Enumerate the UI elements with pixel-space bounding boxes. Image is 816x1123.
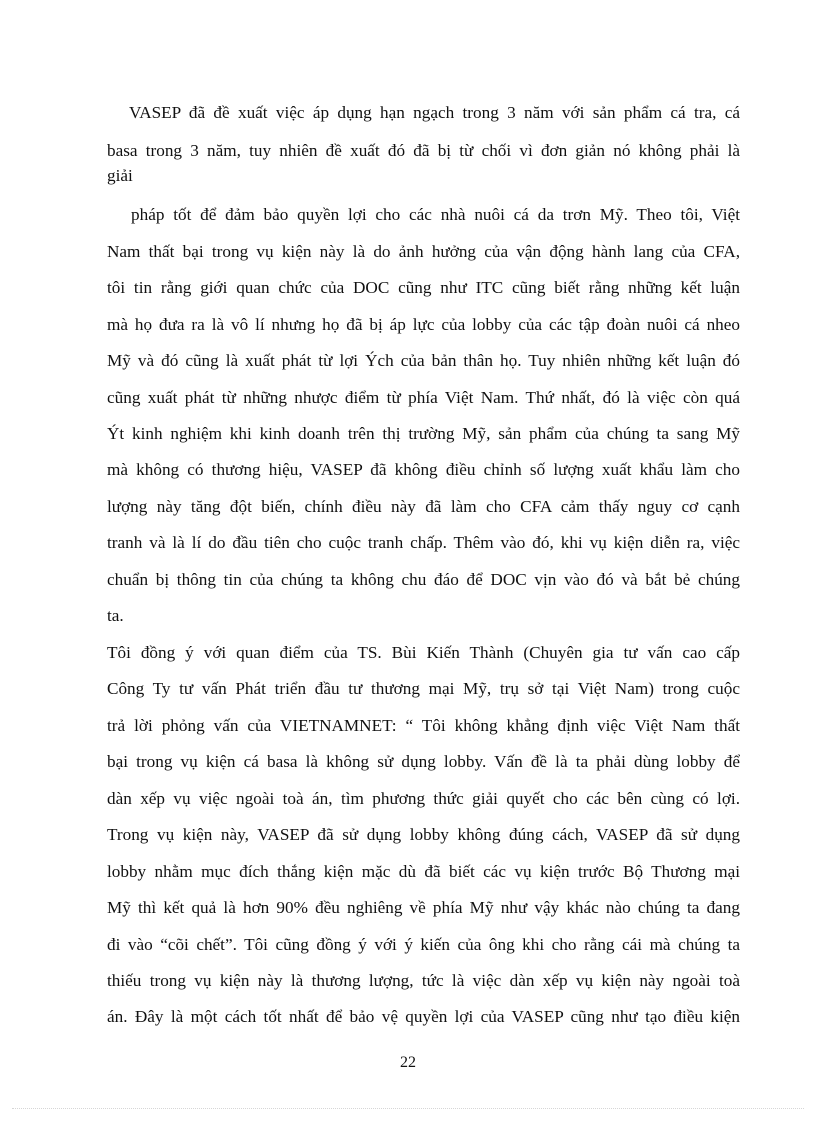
text-line: basa trong 3 năm, tuy nhiên đề xuất đó đã bị từ chối vì đơn giản nó không phải là xyxy=(107,141,740,160)
text-line: Ýt kinh nghiệm khi kinh doanh trên thị trường Mỹ, sản phẩm của chúng ta sang Mỹ xyxy=(107,424,740,443)
text-line: mà không có thương hiệu, VASEP đã không điều chỉnh số lượng xuất khẩu làm cho xyxy=(107,460,740,479)
text-line: tranh và là lí do đầu tiên cho cuộc tranh chấp. Thêm vào đó, khi vụ kiện diễn ra, việc xyxy=(107,533,740,552)
text-line: tôi tin rằng giới quan chức của DOC cũng như ITC cũng biết rằng những kết luận xyxy=(107,278,740,297)
text-line: Mỹ thì kết quả là hơn 90% đều nghiêng về phía Mỹ như vậy khác nào chúng ta đang xyxy=(107,898,740,917)
text-line: đi vào “cõi chết”. Tôi cũng đồng ý với ý kiến của ông khi cho rằng cái mà chúng ta xyxy=(107,935,740,954)
text-line: giải xyxy=(107,166,133,185)
text-line: dàn xếp vụ việc ngoài toà án, tìm phương thức giải quyết cho các bên cùng có lợi. xyxy=(107,789,740,808)
text-line: VASEP đã đề xuất việc áp dụng hạn ngạch trong 3 năm với sản phẩm cá tra, cá xyxy=(129,103,740,122)
text-line: lobby nhằm mục đích thắng kiện mặc dù đã biết các vụ kiện trước Bộ Thương mại xyxy=(107,862,740,881)
text-line: bại trong vụ kiện cá basa là không sử dụng lobby. Vấn đề là ta phải dùng lobby để xyxy=(107,752,740,771)
page-bottom-divider xyxy=(12,1108,804,1109)
text-line: Mỹ và đó cũng là xuất phát từ lợi Ých của bản thân họ. Tuy nhiên những kết luận đó xyxy=(107,351,740,370)
text-line: trả lời phỏng vấn của VIETNAMNET: “ Tôi không khẳng định việc Việt Nam thất xyxy=(107,716,740,735)
text-line: án. Đây là một cách tốt nhất để bảo vệ quyền lợi của VASEP cũng như tạo điều kiện xyxy=(107,1007,740,1026)
text-line: mà họ đưa ra là vô lí nhưng họ đã bị áp lực của lobby của các tập đoàn nuôi cá nheo xyxy=(107,315,740,334)
text-line: Trong vụ kiện này, VASEP đã sử dụng lobby không đúng cách, VASEP đã sử dụng xyxy=(107,825,740,844)
page-number: 22 xyxy=(400,1054,416,1071)
text-line: Công Ty tư vấn Phát triển đầu tư thương mại Mỹ, trụ sở tại Việt Nam) trong cuộc xyxy=(107,679,740,698)
text-line: lượng này tăng đột biến, chính điều này đã làm cho CFA cảm thấy nguy cơ cạnh xyxy=(107,497,740,516)
text-line: cũng xuất phát từ những nhược điểm từ phía Việt Nam. Thứ nhất, đó là việc còn quá xyxy=(107,388,740,407)
text-line: Nam thất bại trong vụ kiện này là do ảnh hưởng của vận động hành lang của CFA, xyxy=(107,242,740,261)
text-line: thiếu trong vụ kiện này là thương lượng, tức là việc dàn xếp vụ kiện này ngoài toà xyxy=(107,971,740,990)
text-line: pháp tốt để đảm bảo quyền lợi cho các nhà nuôi cá da trơn Mỹ. Theo tôi, Việt xyxy=(131,205,740,224)
text-line: Tôi đồng ý với quan điểm của TS. Bùi Kiến Thành (Chuyên gia tư vấn cao cấp xyxy=(107,643,740,662)
text-line: chuẩn bị thông tin của chúng ta không chu đáo để DOC vịn vào đó và bắt bẻ chúng xyxy=(107,570,740,589)
text-line: ta. xyxy=(107,606,124,625)
